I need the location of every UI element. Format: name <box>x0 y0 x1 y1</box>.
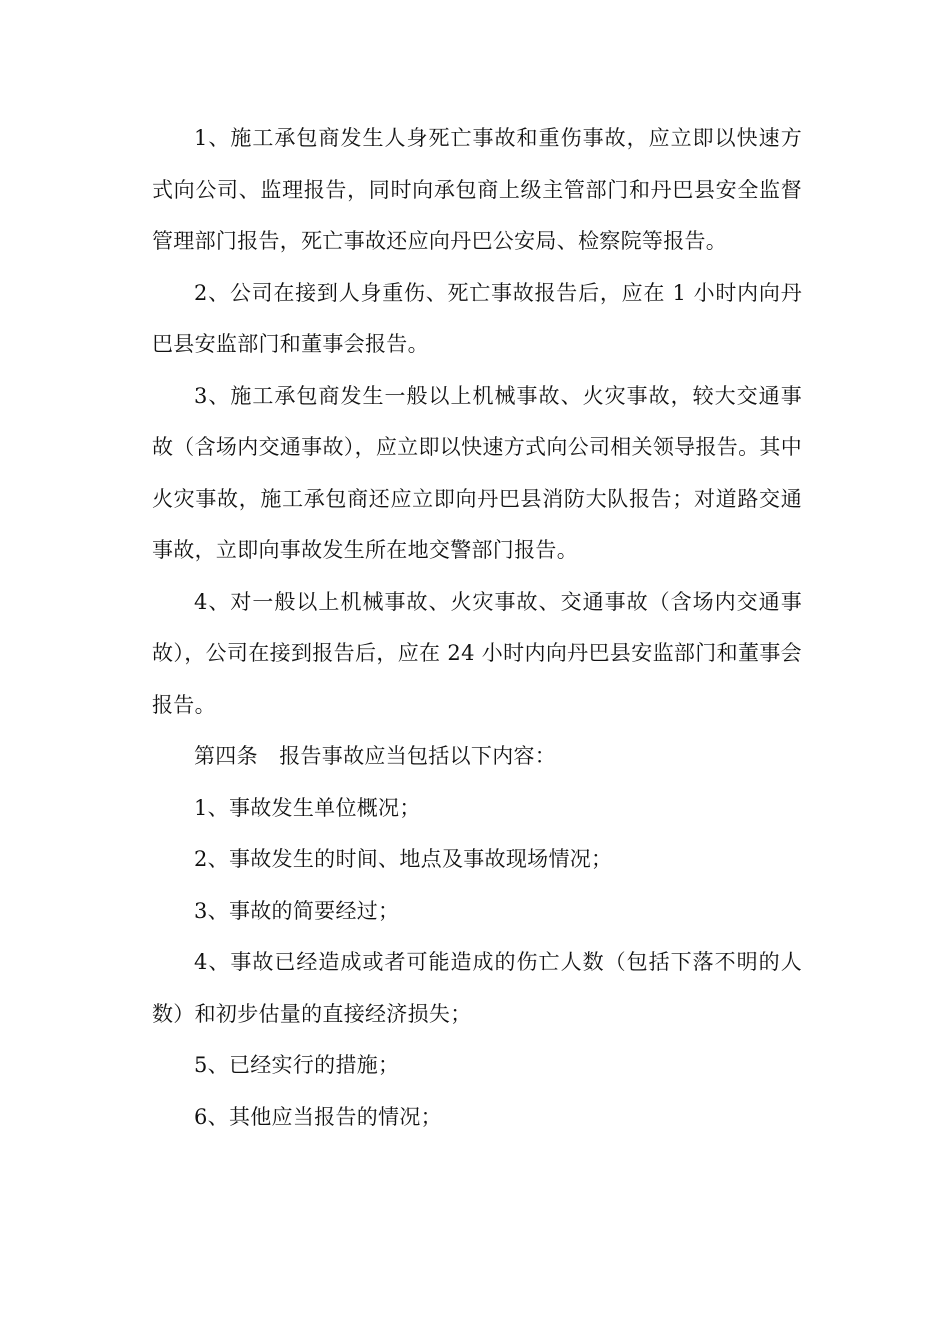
paragraph-report-24-hours: 4、对一般以上机械事故、火灾事故、交通事故（含场内交通事故），公司在接到报告后，应在 24 小时内向丹巴县安监部门和董事会报告。 <box>152 589 802 717</box>
list-item-casualties-losses: 4、事故已经造成或者可能造成的伤亡人数（包括下落不明的人数）和初步估量的直接经济损失； <box>152 950 802 1026</box>
list-item-other-situations: 6、其他应当报告的情况； <box>194 1104 442 1129</box>
list-item-time-location: 2、事故发生的时间、地点及事故现场情况； <box>194 847 613 871</box>
document-body <box>152 113 802 1143</box>
list-item-unit-overview: 1、事故发生单位概况； <box>194 795 421 820</box>
paragraph-report-injury-deadline: 2、公司在接到人身重伤、死亡事故报告后，应在 1 小时内向丹巴县安监部门和董事会报告。 <box>152 280 802 356</box>
list-item-brief-process: 3、事故的简要经过； <box>194 898 400 923</box>
paragraph-report-mechanical-fire: 3、施工承包商发生一般以上机械事故、火灾事故，较大交通事故（含场内交通事故），应立即以快速方式向公司相关领导报告。其中火灾事故，施工承包商还应立即向丹巴县消防大队报告；对道路交通事故，立即向事故发生所在地交警部门报告。 <box>152 383 802 562</box>
paragraph-report-casualty: 1、施工承包商发生人身死亡事故和重伤事故，应立即以快速方式向公司、监理报告，同时向承包商上级主管部门和丹巴县安全监督管理部门报告，死亡事故还应向丹巴公安局、检察院等报告。 <box>152 126 802 253</box>
article-four-heading: 第四条 报告事故应当包括以下内容： <box>194 744 557 768</box>
list-item-measures-taken: 5、已经实行的措施； <box>194 1053 400 1077</box>
